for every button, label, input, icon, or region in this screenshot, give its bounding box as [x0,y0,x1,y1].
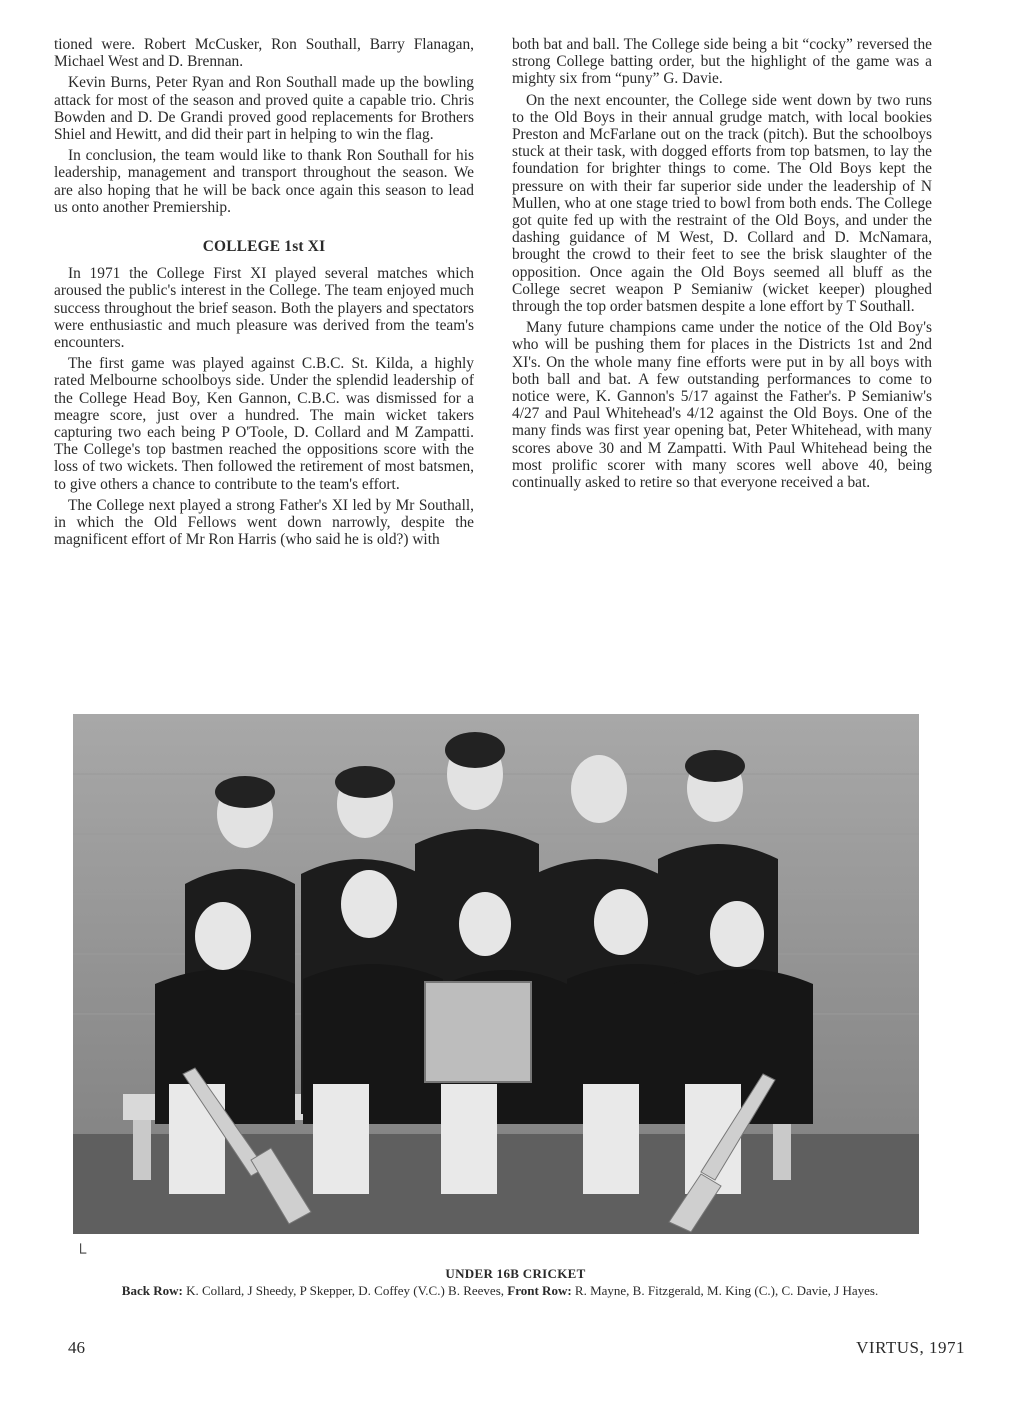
paragraph: Many future champions came under the notice of the Old Boy's who will be pushing them for places in the Districts 1st and 2nd XI's. On the whole many fine efforts were put in by all boys with both ball and bat. A few outstanding performances to come to notice were, K. Gannon's 5/17 against the Father's. P Semianiw's 4/27 and Paul Whitehead's 4/12 against the Old Boys. One of the many finds was first year opening bat, Peter Whitehead, with many scores above 30 and M Zampatti. With Paul Whitehead being the most prolific scorer with many scores well above 40, being continually asked to retire so that everyone received a bat. [512,319,932,492]
paragraph: The first game was played against C.B.C. St. Kilda, a highly rated Melbourne schoolboys side. Under the splendid leadership of the College Head Boy, Ken Gannon, C.B.C. was dismissed for a meagre score, just over a hundred. The main wicket takers capturing two each being P O'Toole, D. Collard and M Zampatti. The College's top bastmen reached the oppositions score with the loss of two wickets. Then followed the retirement of most batsmen, to give others a chance to contribute to the team's effort. [54,355,474,493]
publication-title: VIRTUS, 1971 [856,1338,965,1357]
paragraph: The College next played a strong Father's XI led by Mr Southall, in which the Old Fellows went down narrowly, despite the magnificent effort of Mr Ron Harris (who said he is old?) with [54,496,474,549]
team-photo-image [73,714,919,1234]
back-row-label: Back Row: [121,1283,183,1298]
front-row-label: Front Row: [507,1283,572,1298]
paragraph: In 1971 the College First XI played several matches which aroused the public's interest in the College. The team enjoyed much success throughout the brief season. Both the players and spectators were enthusiastic and much pleasure was derived from the team's encounters. [54,265,474,352]
photo-caption [75,1283,925,1299]
team-photo [73,714,919,1234]
right-column [512,36,932,491]
paragraph: On the next encounter, the College side went down by two runs to the Old Boys in their annual grudge match, with local bookies Preston and McFarlane out on the track (pitch). But the schoolboys stuck at their task, with dogged efforts from top batsmen, to lay the foundation for brighter things to come. The Old Boys kept the pressure on with their far superior side under the leadership of N Mullen, who at one stage tried to bowl from both ends. The College got quite fed up with the restraint of the Old Boys, and under the dashing guidance of M West, D. Collard and D. McNamara, brought the crowd to their feet to see the brisk slaughter of the opposition. Once again the Old Boys seemed all bluff as the College secret weapon P Semianiw (wicket keeper) ploughed through the top order batsmen despite a lone effort by T Southall. [512,91,932,316]
paragraph: both bat and ball. The College side being a bit “cocky” reversed the strong College batting order, but the highlight of the game was a mighty six from “puny” G. Davie. [512,36,932,88]
section-heading: COLLEGE 1st XI [202,238,326,256]
photo-caption-title: UNDER 16B CRICKET [445,1266,586,1281]
paragraph: In conclusion, the team would like to thank Ron Southall for his leadership, management and transport throughout the season. We are also hoping that he will be back once again this season to lead us onto another Premiership. [54,147,474,216]
back-row-names: K. Collard, J Sheedy, P Skepper, D. Coffey (V.C.) B. Reeves, [186,1283,505,1298]
left-column [54,36,474,548]
paragraph: Kevin Burns, Peter Ryan and Ron Southall made up the bowling attack for most of the season and proved quite a capable trio. Chris Bowden and D. De Grandi proved good replacements for Brothers Shiel and Hewitt, and did their part in helping to win the flag. [54,74,474,144]
front-row-names: R. Mayne, B. Fitzgerald, M. King (C.), C. Davie, J Hayes. [574,1283,879,1298]
paragraph: tioned were. Robert McCusker, Ron Southall, Barry Flanagan, Michael West and D. Brennan. [54,36,474,71]
page-number: 46 [68,1338,85,1357]
margin-mark: └ [75,1245,87,1262]
